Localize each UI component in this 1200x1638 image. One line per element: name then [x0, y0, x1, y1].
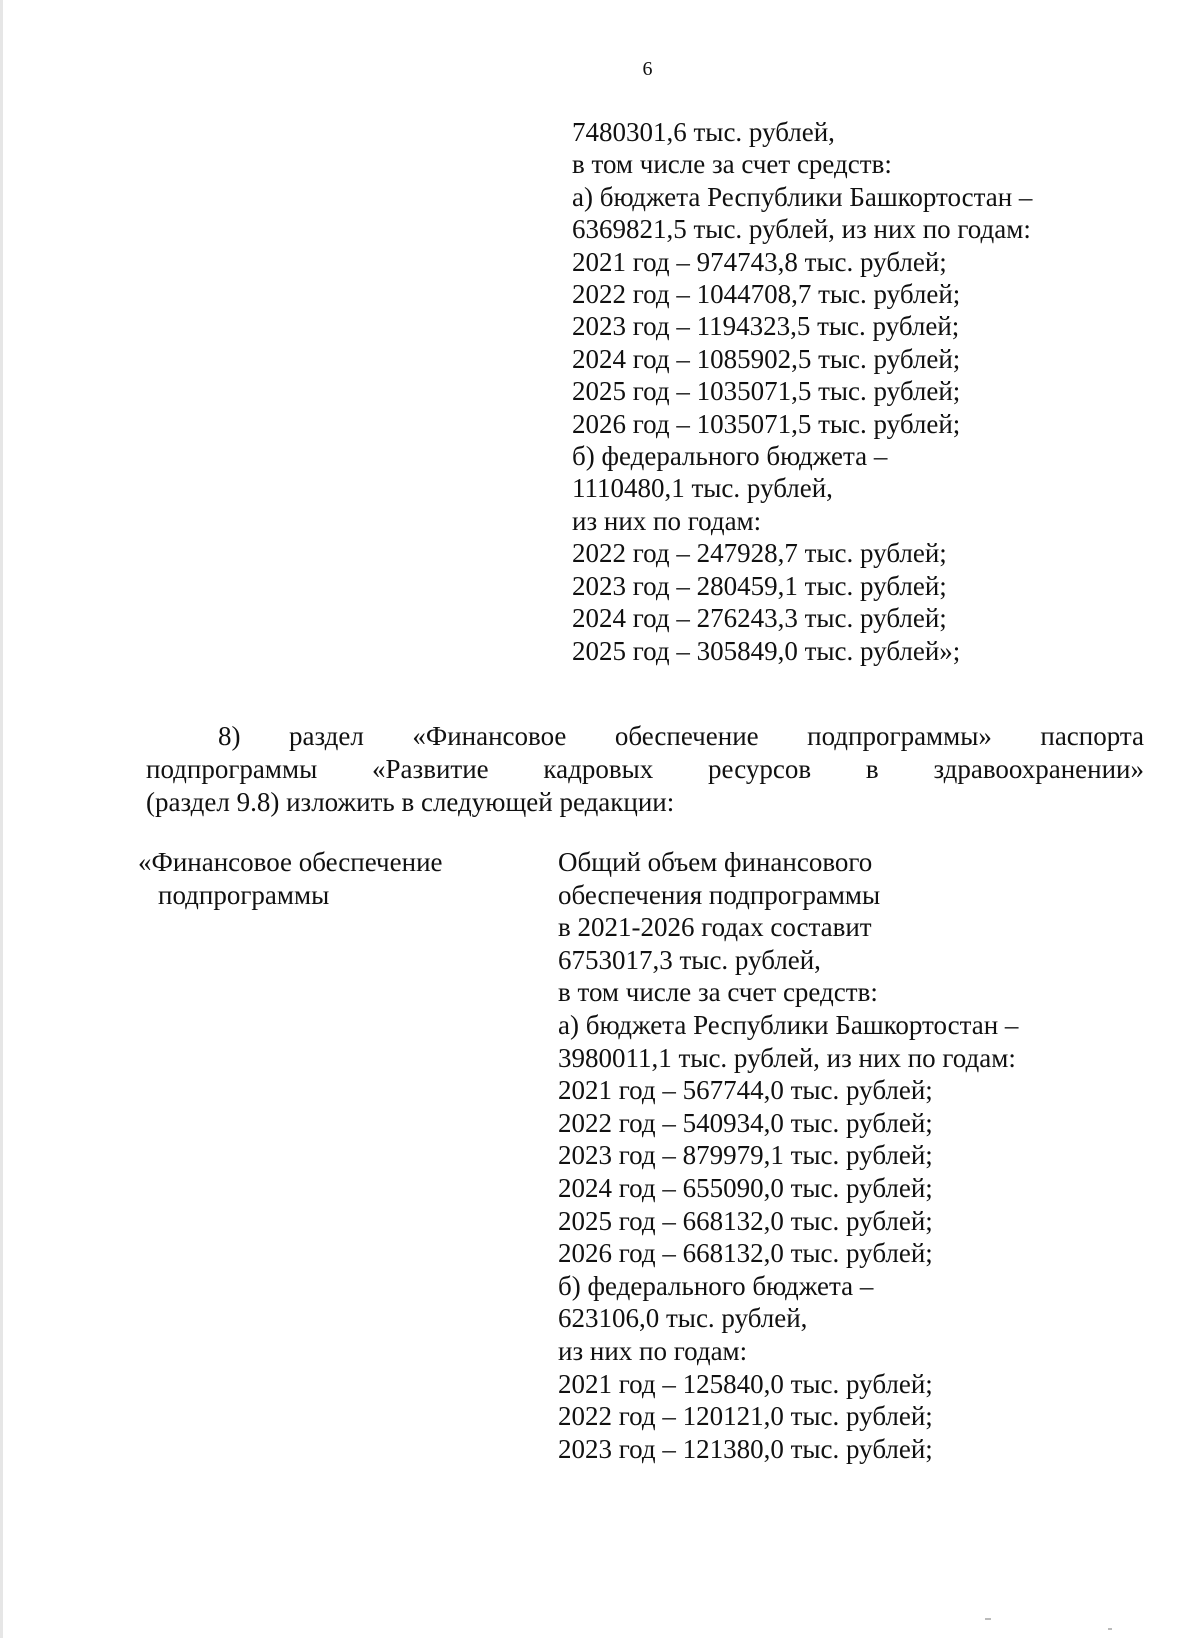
text-line: 7480301,6 тыс. рублей, [572, 117, 835, 147]
text-line: в 2021-2026 годах составит [558, 912, 872, 943]
section-label [138, 846, 443, 912]
text-line: б) федерального бюджета – [572, 441, 888, 472]
text-line: 2023 год – 280459,1 тыс. рублей; [572, 570, 947, 601]
scan-speck [985, 1618, 991, 1620]
text-line: 2023 год – 121380,0 тыс. рублей; [558, 1433, 933, 1464]
text-line: 1110480,1 тыс. рублей, [572, 473, 833, 504]
text-line: 2022 год – 540934,0 тыс. рублей; [558, 1107, 933, 1138]
paragraph-line: подпрограммы «Развитие кадровых ресурсов в здравоохранении» [146, 754, 1144, 784]
paragraph-line: (раздел 9.8) изложить в следующей редакции: [146, 787, 675, 817]
text-line: из них по годам: [558, 1335, 748, 1366]
amendment-paragraph [146, 720, 1144, 819]
text-line: 2026 год – 1035071,5 тыс. рублей; [572, 408, 961, 439]
text-line: б) федерального бюджета – [558, 1270, 874, 1301]
scan-speck [1108, 1628, 1112, 1630]
page-number: 6 [642, 58, 653, 80]
section-label-line: подпрограммы [158, 880, 330, 910]
text-line: 2022 год – 1044708,7 тыс. рублей; [572, 279, 961, 310]
text-line: 2026 год – 668132,0 тыс. рублей; [558, 1238, 933, 1269]
text-line: из них по годам: [572, 505, 762, 536]
text-line: 2025 год – 305849,0 тыс. рублей»; [572, 635, 961, 666]
text-line: в том числе за счет средств: [572, 149, 892, 180]
text-line: обеспечения подпрограммы [558, 879, 881, 910]
paragraph-line: 8) раздел «Финансовое обеспечение подпрограммы» паспорта [218, 721, 1144, 751]
text-line: 2021 год – 974743,8 тыс. рублей; [572, 246, 947, 277]
text-line: 623106,0 тыс. рублей, [558, 1303, 808, 1334]
text-line: 2023 год – 879979,1 тыс. рублей; [558, 1140, 933, 1171]
text-line: 2021 год – 567744,0 тыс. рублей; [558, 1075, 933, 1106]
section-label-line: «Финансовое обеспечение [138, 847, 443, 877]
text-line: 6369821,5 тыс. рублей, из них по годам: [572, 214, 1031, 245]
text-line: а) бюджета Республики Башкортостан – [558, 1009, 1019, 1040]
text-line: 3980011,1 тыс. рублей, из них по годам: [558, 1042, 1016, 1073]
text-line: 6753017,3 тыс. рублей, [558, 944, 821, 975]
funding-details-block [558, 846, 1018, 1465]
text-line: 2024 год – 276243,3 тыс. рублей; [572, 603, 947, 634]
text-line: 2023 год – 1194323,5 тыс. рублей; [572, 311, 960, 342]
text-line: 2024 год – 655090,0 тыс. рублей; [558, 1172, 933, 1203]
scan-edge-mark [0, 0, 3, 1638]
text-line: 2022 год – 120121,0 тыс. рублей; [558, 1401, 933, 1432]
text-line: 2022 год – 247928,7 тыс. рублей; [572, 538, 947, 569]
text-line: 2025 год – 1035071,5 тыс. рублей; [572, 376, 961, 407]
text-line: Общий объем финансового [558, 847, 873, 877]
text-line: 2025 год – 668132,0 тыс. рублей; [558, 1205, 933, 1236]
text-line: 2024 год – 1085902,5 тыс. рублей; [572, 343, 961, 374]
funding-continuation-block [572, 116, 1032, 667]
text-line: в том числе за счет средств: [558, 977, 878, 1008]
text-line: а) бюджета Республики Башкортостан – [572, 181, 1033, 212]
text-line: 2021 год – 125840,0 тыс. рублей; [558, 1368, 933, 1399]
